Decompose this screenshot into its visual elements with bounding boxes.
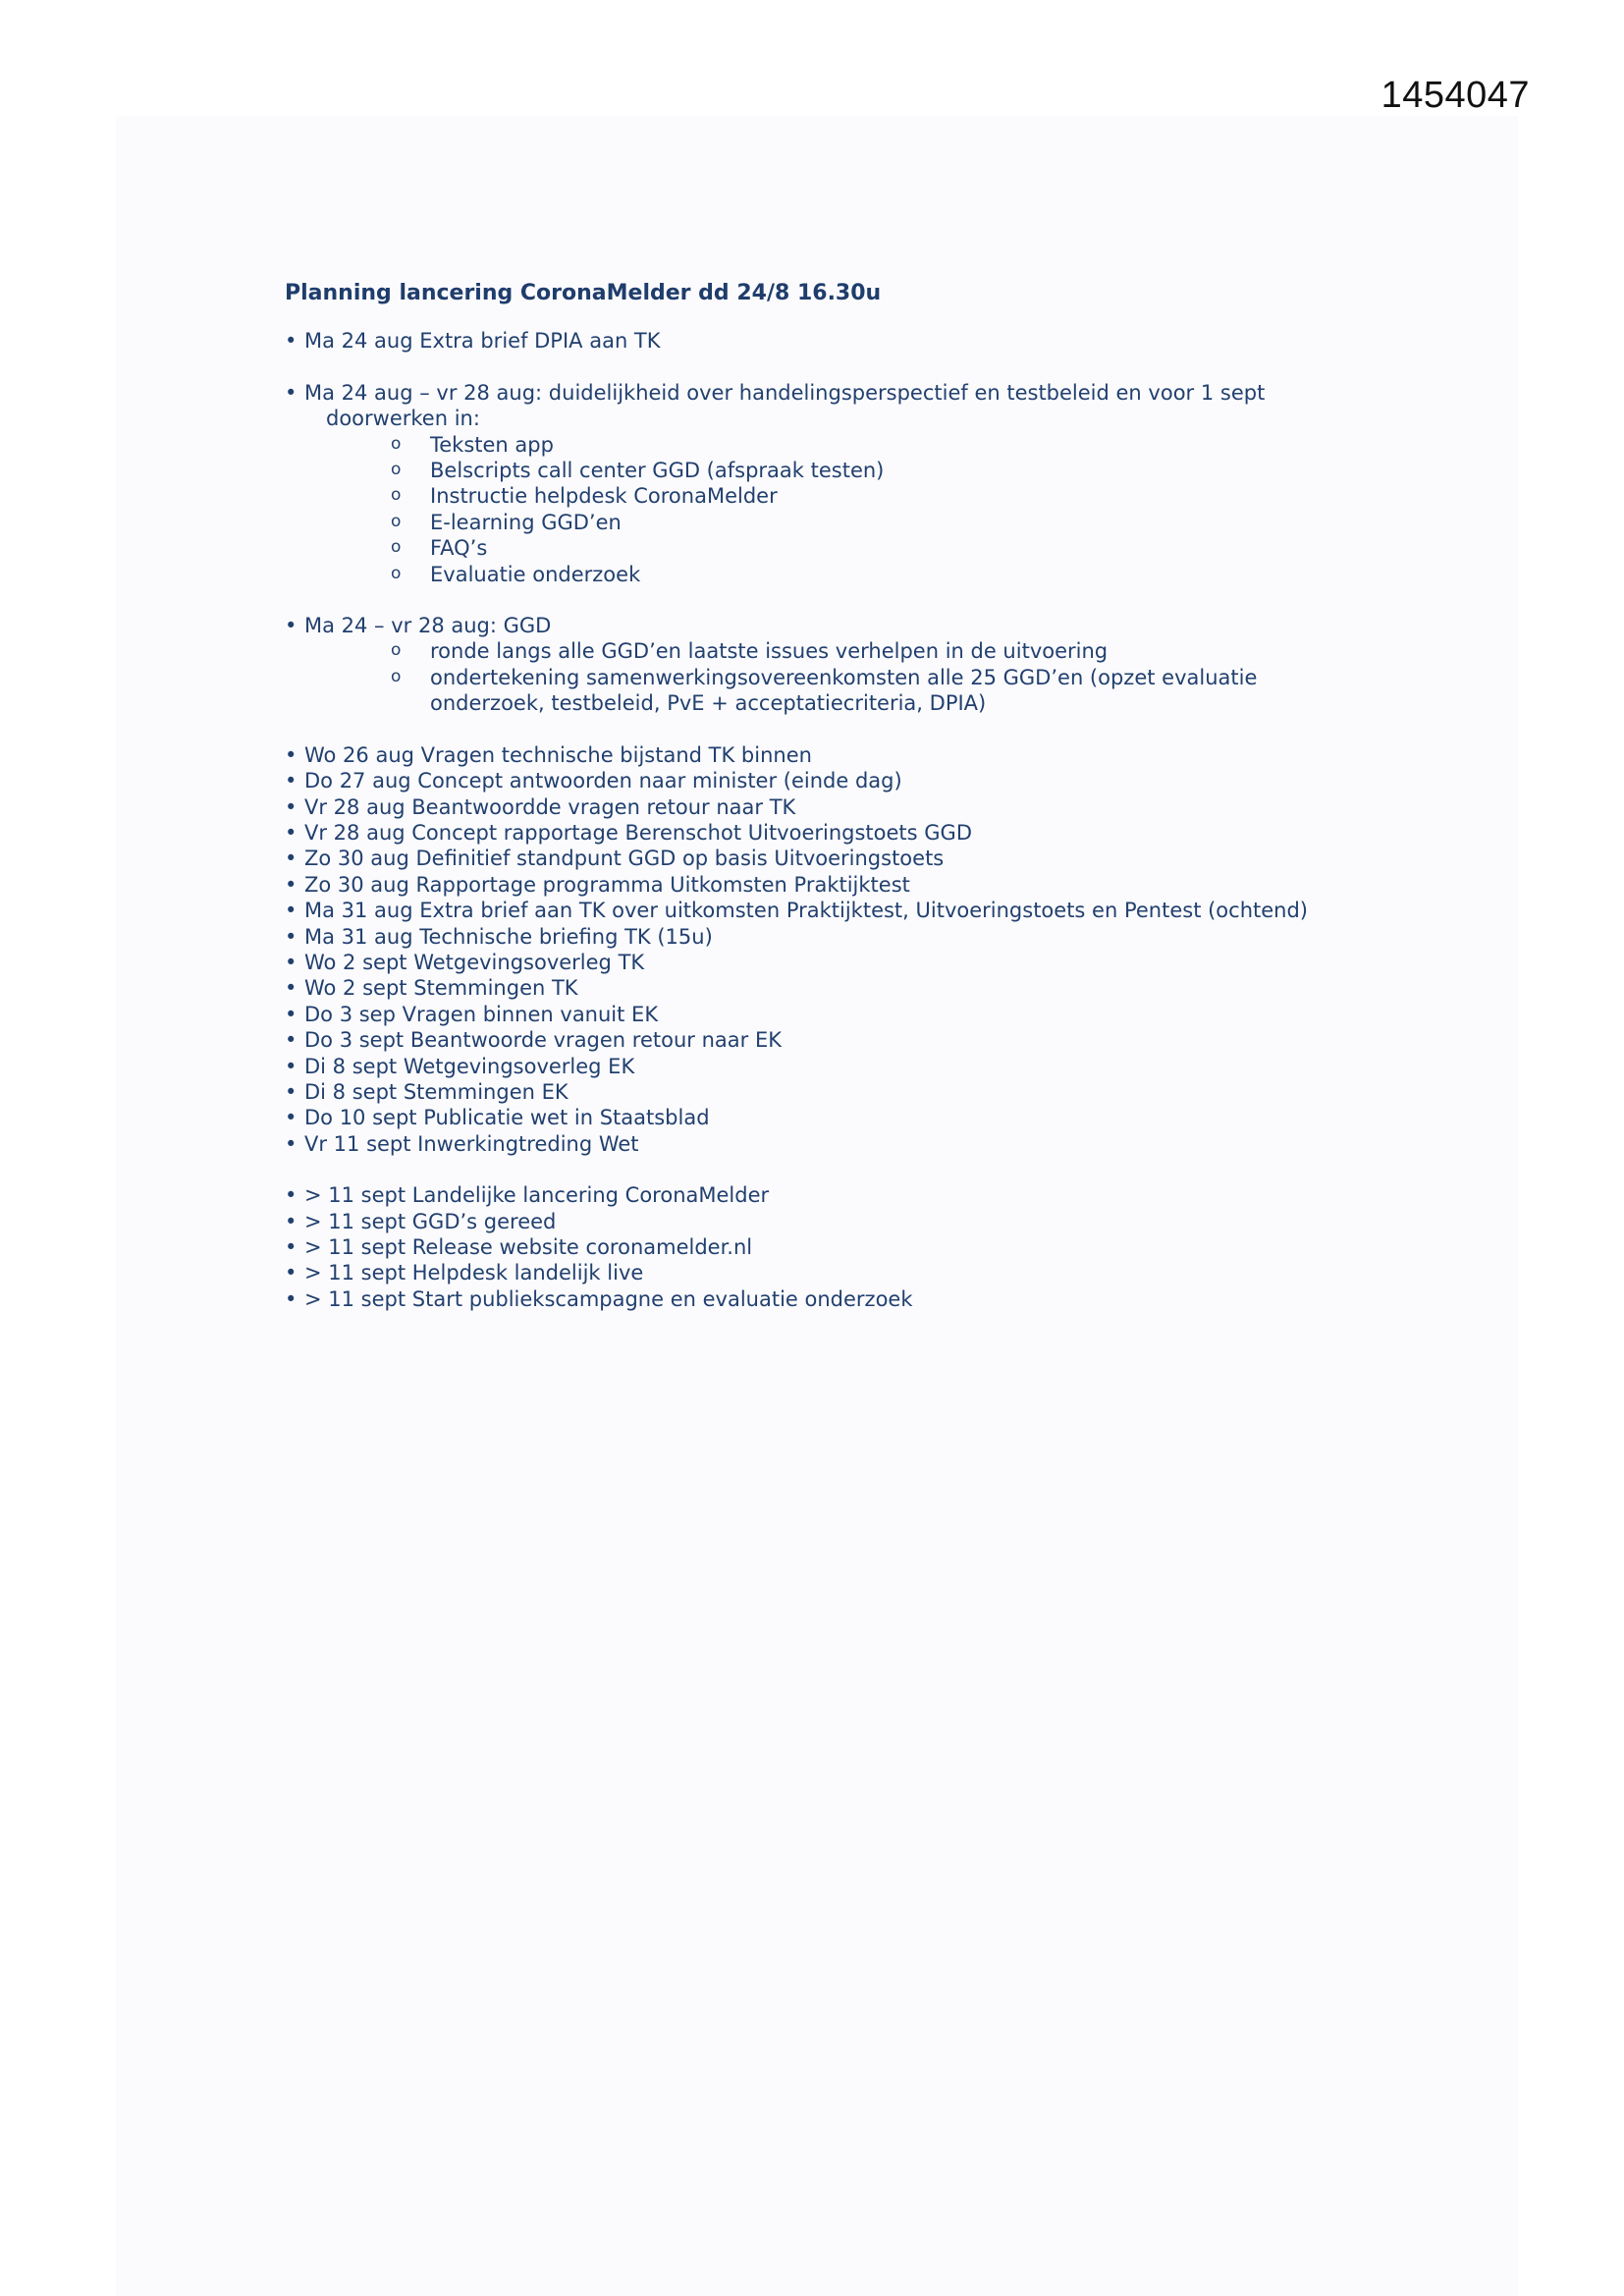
- sub-list: [304, 432, 1384, 587]
- list-item: • > 11 sept GGD’s gereed: [285, 1209, 1384, 1234]
- planning-list-block-2: [285, 380, 1384, 587]
- list-item: • Vr 28 aug Beantwoordde vragen retour naar TK: [285, 794, 1384, 820]
- sub-list-item-text: ondertekening samenwerkingsovereenkomsten alle 25 GGD’en (opzet evaluatie: [430, 665, 1258, 689]
- sub-list-item-continuation: onderzoek, testbeleid, PvE + acceptatiecriteria, DPIA): [430, 691, 987, 716]
- sub-list-item: o Evaluatie onderzoek: [430, 562, 1384, 587]
- planning-list-block-4: [285, 742, 1384, 1158]
- sub-list-item: o Instructie helpdesk CoronaMelder: [430, 483, 1384, 509]
- list-item: • Wo 2 sept Wetgevingsoverleg TK: [285, 950, 1384, 975]
- planning-list-block-3: [285, 613, 1384, 717]
- sub-list-item: o FAQ’s: [430, 535, 1384, 561]
- list-item-text: Ma 24 aug – vr 28 aug: duidelijkheid over handelingsperspectief en testbeleid en voor 1 sept: [304, 380, 1266, 405]
- list-item-text: Ma 24 – vr 28 aug: GGD: [304, 614, 552, 638]
- sub-list-item: o ronde langs alle GGD’en laatste issues verhelpen in de uitvoering: [430, 638, 1384, 664]
- list-item: • > 11 sept Landelijke lancering CoronaMelder: [285, 1182, 1384, 1208]
- sub-list-item: o E-learning GGD’en: [430, 510, 1384, 535]
- planning-list-block-5: [285, 1182, 1384, 1312]
- list-item: • > 11 sept Helpdesk landelijk live: [285, 1260, 1384, 1285]
- list-item: • Zo 30 aug Definitief standpunt GGD op basis Uitvoeringstoets: [285, 846, 1384, 871]
- list-item: • Ma 24 aug Extra brief DPIA aan TK: [285, 328, 1384, 354]
- list-item: • Wo 26 aug Vragen technische bijstand TK binnen: [285, 742, 1384, 768]
- list-item: • Di 8 sept Wetgevingsoverleg EK: [285, 1054, 1384, 1079]
- list-item: [285, 380, 1384, 587]
- list-item: • Ma 31 aug Extra brief aan TK over uitkomsten Praktijktest, Uitvoeringstoets en Pentest (ochtend): [285, 898, 1384, 923]
- sub-list-item: o Teksten app: [430, 432, 1384, 458]
- document-id: 1454047: [1380, 75, 1530, 116]
- list-item-continuation: doorwerken in:: [326, 407, 480, 431]
- sub-list: [304, 638, 1384, 716]
- page-title: Planning lancering CoronaMelder dd 24/8 16.30u: [285, 281, 882, 305]
- list-item: • Do 3 sep Vragen binnen vanuit EK: [285, 1002, 1384, 1027]
- list-item: • > 11 sept Start publiekscampagne en evaluatie onderzoek: [285, 1286, 1384, 1312]
- sub-list-item: [430, 665, 1384, 717]
- list-item: • Di 8 sept Stemmingen EK: [285, 1079, 1384, 1105]
- list-item: • Do 3 sept Beantwoorde vragen retour naar EK: [285, 1027, 1384, 1053]
- list-item: • Ma 31 aug Technische briefing TK (15u): [285, 924, 1384, 950]
- planning-list-block-1: [285, 328, 1384, 354]
- list-item: • Do 27 aug Concept antwoorden naar minister (einde dag): [285, 768, 1384, 793]
- list-item: [285, 613, 1384, 717]
- list-item: • Vr 28 aug Concept rapportage Berenschot Uitvoeringstoets GGD: [285, 820, 1384, 846]
- list-item: • Zo 30 aug Rapportage programma Uitkomsten Praktijktest: [285, 872, 1384, 898]
- sub-list-item: o Belscripts call center GGD (afspraak testen): [430, 458, 1384, 483]
- list-item: • Wo 2 sept Stemmingen TK: [285, 975, 1384, 1001]
- list-item: • > 11 sept Release website coronamelder.nl: [285, 1234, 1384, 1260]
- list-item: • Do 10 sept Publicatie wet in Staatsblad: [285, 1105, 1384, 1130]
- list-item: • Vr 11 sept Inwerkingtreding Wet: [285, 1131, 1384, 1157]
- document-body: [285, 281, 1384, 1312]
